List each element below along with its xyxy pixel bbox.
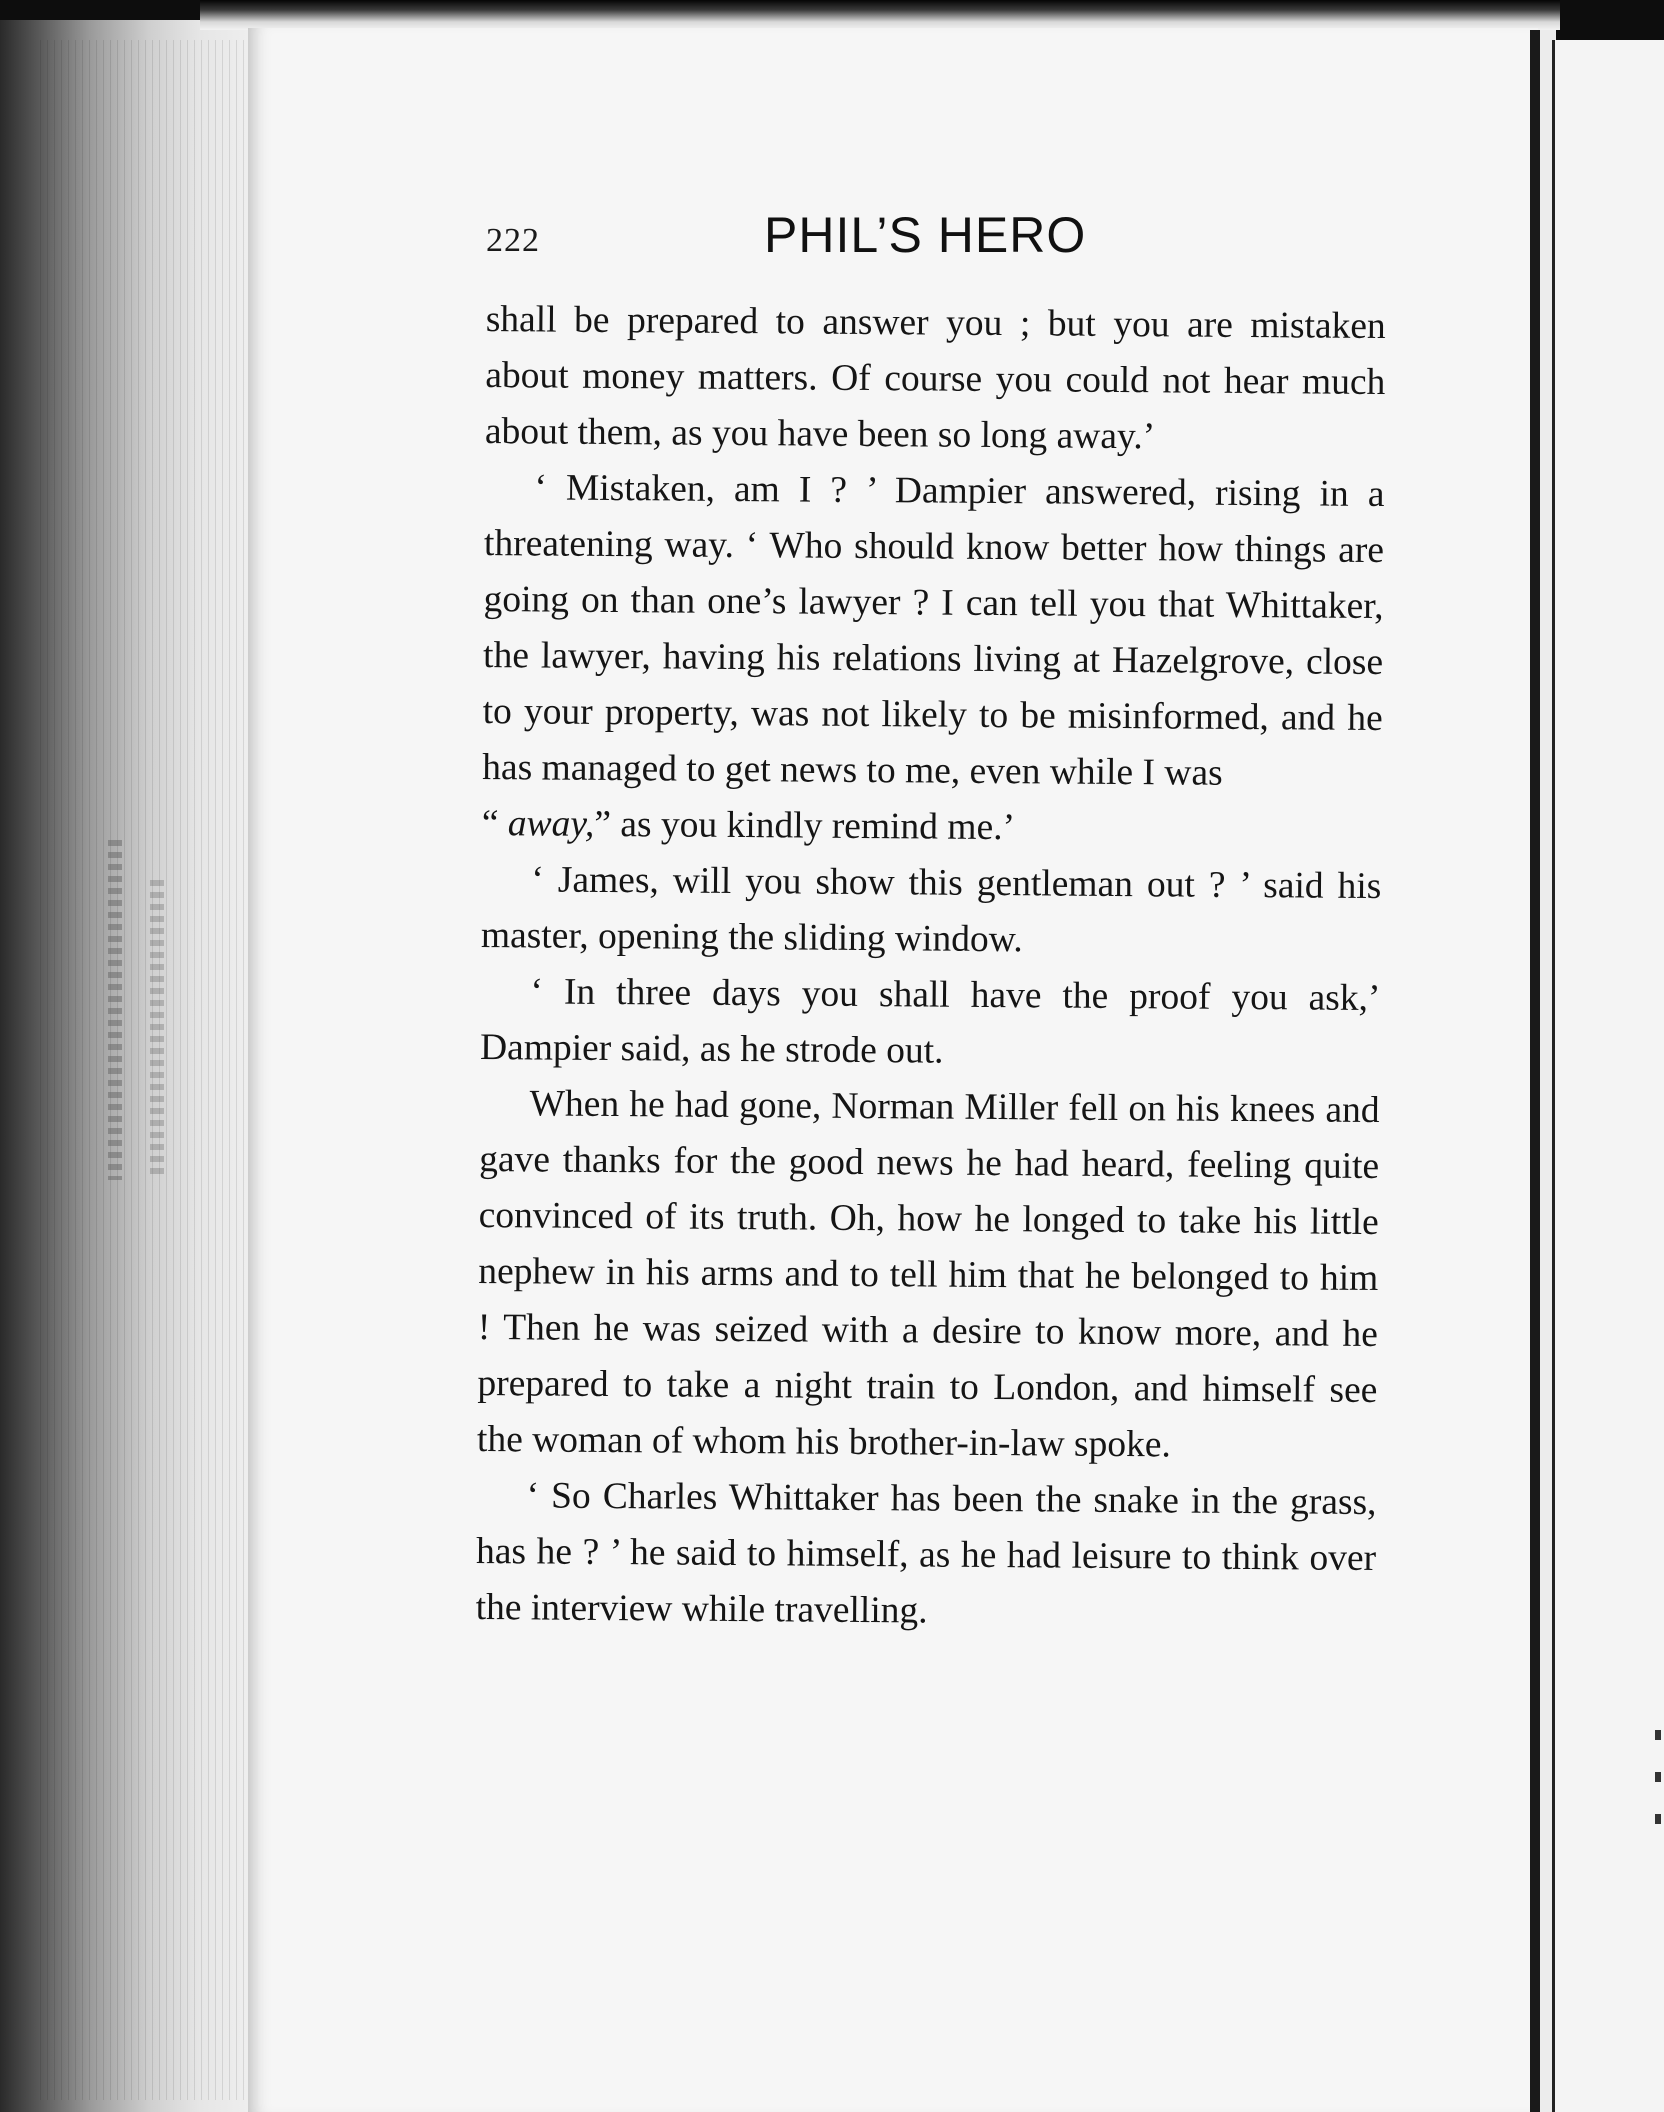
paragraph: shall be prepared to answer you ; but you are mistaken about money matters. Of course you could not hear much about them, as you have been so long away.’ xyxy=(484,298,1386,458)
paragraph xyxy=(482,796,1382,859)
page-number: 222 xyxy=(486,222,540,259)
running-title: PHIL’S HERO xyxy=(764,207,1087,263)
body-text xyxy=(475,292,1386,1643)
paragraph: ‘ So Charles Whittaker has been the snake in the grass, has he ? ’ he said to himself, as he had leisure to think over the interview while travelling. xyxy=(475,1475,1377,1632)
page-stack-edge xyxy=(0,20,260,2112)
paragraph: When he had gone, Norman Miller fell on his knees and gave thanks for the good news he had heard, feeling quite convinced of its truth. Oh, how he longed to take his little nephew in his arms and to tell him that he belonged to him ! Then he was seized with a desire to know more, and he prepared to take a night train to London, and himself see the woman of whom his brother-in-law spoke. xyxy=(476,1083,1380,1466)
facing-page-edge xyxy=(1552,40,1664,2112)
paragraph: ‘ Mistaken, am I ? ’ Dampier answered, rising in a threatening way. ‘ Who should know better how things are going on than one’s lawyer ? I can tell you that Whittaker, the lawyer, having his relations living at Hazelgrove, close to your property, was not likely to be misinformed, and he has managed to get news to me, even while I was xyxy=(482,467,1385,794)
page-header xyxy=(486,200,1106,270)
book-top-edge xyxy=(200,0,1560,30)
facing-page-text-fragments xyxy=(1655,1730,1661,1850)
paragraph: ‘ In three days you shall have the proof you ask,’ Dampier said, as he strode out. xyxy=(479,971,1381,1072)
italic-word: away, xyxy=(507,803,595,845)
page-gutter-shadow xyxy=(1530,30,1540,2112)
paragraph: ‘ James, will you show this gentleman out ? ’ said his master, opening the sliding window. xyxy=(480,859,1382,961)
spine-marking xyxy=(108,840,122,1180)
quote-open: “ xyxy=(481,802,509,845)
spine-marking-secondary xyxy=(150,880,164,1180)
quote-rest: ” as you kindly remind me.’ xyxy=(594,803,1016,849)
